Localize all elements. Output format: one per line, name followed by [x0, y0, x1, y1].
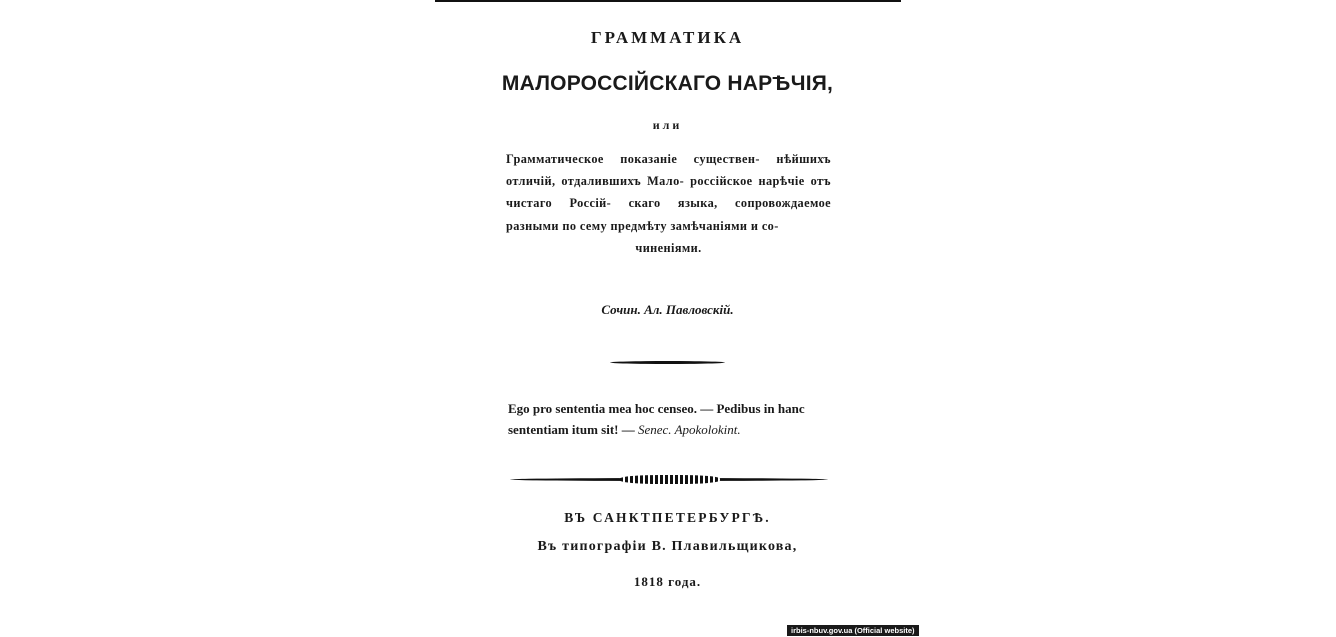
ornamental-rule-center [620, 475, 720, 484]
title-page [470, 0, 865, 637]
description-line: нѣйшихъ отличій, отдалившихъ Мало- [506, 152, 831, 189]
imprint-printer: Въ типографіи В. Плавильщикова, [537, 539, 798, 554]
description-line: Грамматическое показаніе существен- [506, 152, 760, 166]
description-line: по сему предмѣту замѣчаніями и со- [562, 218, 779, 233]
imprint-year: 1818 года. [633, 574, 702, 589]
book-subtitle: МАЛОРОССІЙСКАГО НАРѢЧІЯ, [501, 72, 834, 95]
latin-epigraph [508, 398, 833, 440]
ornamental-rule [610, 361, 725, 364]
title-connector: или [652, 118, 683, 132]
description-line: чиненіями. [635, 240, 702, 255]
description-line: скаго языка, сопровождаемое разными [506, 196, 831, 233]
description-line: россійское нарѣчіе отъ чистаго Россій- [506, 174, 831, 211]
imprint-city: ВЪ САНКТПЕТЕРБУРГѢ. [564, 510, 771, 525]
source-badge: irbis-nbuv.gov.ua (Official website) [787, 625, 919, 636]
book-title: ГРАММАТИКА [590, 28, 745, 47]
book-description [506, 148, 831, 259]
author-line: Сочин. Ал. Павловскій. [601, 302, 734, 317]
epigraph-text: Ego pro sententia mea hoc censeo. — Pedibus in hanc sententiam itum sit! — [508, 401, 805, 437]
epigraph-citation: Senec. Apokolokint. [638, 422, 741, 437]
